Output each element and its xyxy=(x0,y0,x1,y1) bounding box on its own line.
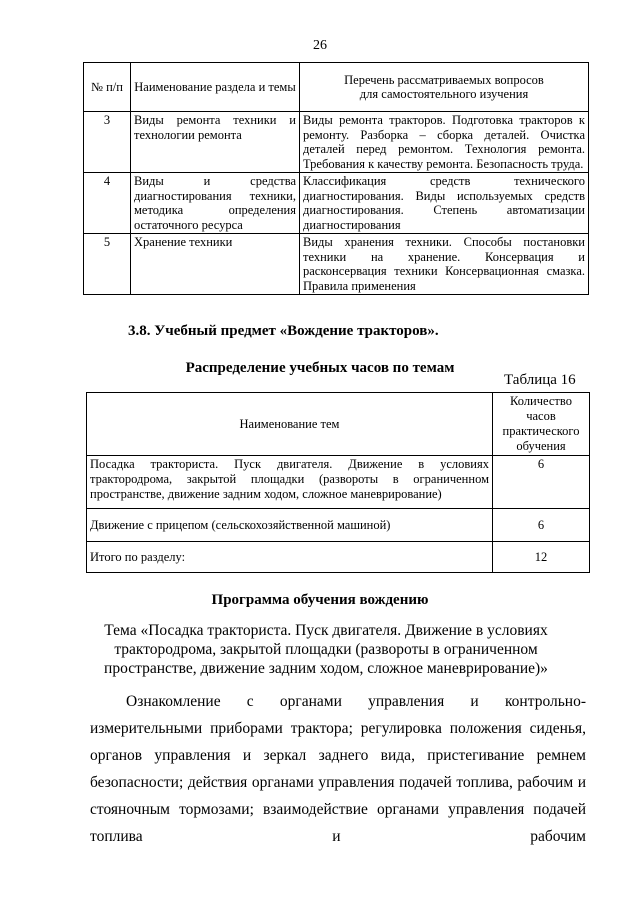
row-topics: Классификация средств технического диагностирования. Виды используемых средств диагностирования. Степень автоматизации диагностирования xyxy=(300,173,589,234)
row-hours: 6 xyxy=(493,456,590,509)
body-paragraph: Ознакомление с органами управления и контрольно-измерительными приборами трактора; регулировка положения сиденья, органов управления и зеркал заднего вида, пристегивание ремнем безопасности; действия органами управления подачей топлива, рабочим и стояночным тормозами; взаимодействие органами управления подачей топлива и рабочим xyxy=(90,693,586,845)
table-row xyxy=(87,456,590,509)
row-topic-name: Движение с прицепом (сельскохозяйственной машиной) xyxy=(87,509,493,542)
row-topics: Виды ремонта тракторов. Подготовка тракторов к ремонту. Разборка – сборка деталей. Очистка деталей перед ремонтом. Технология ремонта. Требования к качеству ремонта. Безопасность труда. xyxy=(300,112,589,173)
row-section-name: Виды ремонта техники и технологии ремонта xyxy=(131,112,300,173)
table-label: Таблица 16 xyxy=(504,372,576,388)
row-section-name: Хранение техники xyxy=(131,234,300,295)
row-number: 5 xyxy=(84,234,131,295)
table-header-row xyxy=(87,393,590,456)
table-row xyxy=(84,234,589,295)
topic-heading: Тема «Посадка тракториста. Пуск двигателя. Движение в условиях трактородрома, закрытой площадки (развороты в ограниченном пространстве, движение задним ходом, сложное маневрирование)» xyxy=(104,622,548,677)
section-title: 3.8. Учебный предмет «Вождение тракторов». xyxy=(128,323,439,339)
column-header-hours: Количество часов практического обучения xyxy=(493,393,590,456)
column-header-topics: Перечень рассматриваемых вопросов для самостоятельного изучения xyxy=(300,63,589,112)
row-number: 3 xyxy=(84,112,131,173)
column-header-topic: Наименование тем xyxy=(87,393,493,456)
distribution-title: Распределение учебных часов по темам xyxy=(185,360,455,376)
table-row xyxy=(84,173,589,234)
page-number: 26 xyxy=(313,38,327,53)
program-title: Программа обучения вождению xyxy=(211,592,429,608)
table-row xyxy=(87,542,590,573)
row-section-name: Виды и средства диагностирования техники, методика определения остаточного ресурса xyxy=(131,173,300,234)
self-study-table xyxy=(83,62,589,295)
hours-table xyxy=(86,392,590,573)
table-row xyxy=(84,112,589,173)
table-row xyxy=(87,509,590,542)
row-topics: Виды хранения техники. Способы постановки техники на хранение. Консервация и расконсервация техники Консервационная смазка. Правила применения xyxy=(300,234,589,295)
column-header-section: Наименование раздела и темы xyxy=(131,63,300,112)
row-total-label: Итого по разделу: xyxy=(87,542,493,573)
row-total-hours: 12 xyxy=(493,542,590,573)
column-header-number: № п/п xyxy=(84,63,131,112)
table-header-row xyxy=(84,63,589,112)
row-topic-name: Посадка тракториста. Пуск двигателя. Движение в условиях трактородрома, закрытой площадки (развороты в ограниченном пространстве, движение задним ходом, сложное маневрирование) xyxy=(87,456,493,509)
row-number: 4 xyxy=(84,173,131,234)
row-hours: 6 xyxy=(493,509,590,542)
